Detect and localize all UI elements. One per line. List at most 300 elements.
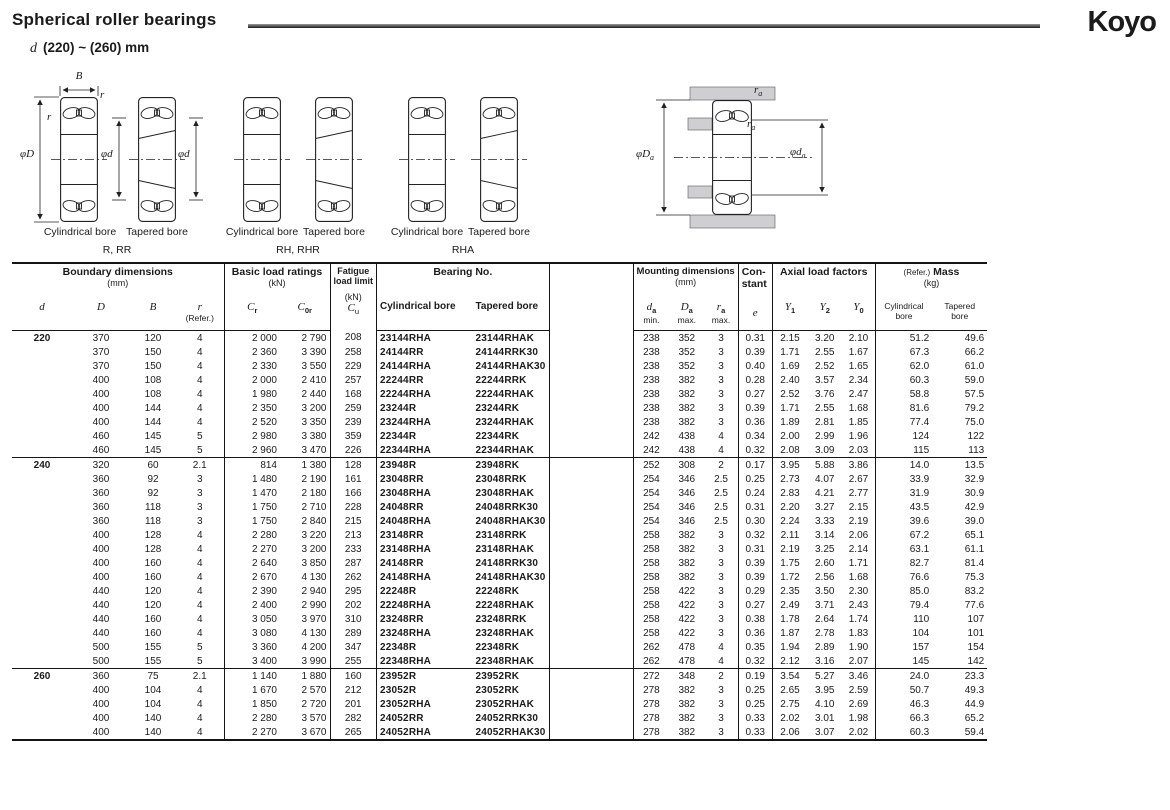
header-Da: $D_a$ max.: [669, 299, 704, 331]
cell-D: 400: [92, 684, 110, 696]
cell-cu: 228: [330, 500, 377, 514]
spacer-cell: [549, 584, 633, 598]
cell-cr: 1 980: [251, 388, 277, 400]
cell-B: 128: [144, 529, 162, 541]
cell-D: 500: [92, 655, 110, 667]
cell-ra-max: 3: [704, 331, 738, 346]
cell-cu: 161: [330, 472, 377, 486]
cell-mass-cyl: 67.2: [909, 529, 930, 541]
header-mass-tap: Tapered bore: [932, 299, 987, 331]
cell-cr: 2 400: [251, 599, 277, 611]
cell-bearing-tapered: 24148RHAK30: [473, 570, 550, 584]
cell-da-min: 238: [643, 416, 660, 428]
cell-e: 0.39: [738, 570, 772, 584]
table-row: [12, 697, 987, 711]
cell-y2: 3.01: [814, 712, 835, 724]
cell-bearing-cyl: 23148RR: [380, 529, 424, 541]
cell-da-min: 262: [643, 655, 660, 667]
cell-c0r: 2 840: [280, 514, 330, 528]
cell-cr: 1 850: [251, 698, 277, 710]
cell-B: 150: [144, 346, 162, 358]
cell-ra-max: 3: [704, 542, 738, 556]
spacer-cell: [549, 725, 633, 740]
cell-B: 120: [144, 599, 162, 611]
cell-da-min: 258: [643, 599, 660, 611]
cell-y0: 2.15: [842, 500, 875, 514]
spacer-cell: [549, 697, 633, 711]
cell-c0r: 3 220: [280, 528, 330, 542]
spacer-cell: [549, 514, 633, 528]
cell-y0: 1.98: [842, 711, 875, 725]
cell-e: 0.39: [738, 556, 772, 570]
cell-bearing-tapered: 22248RHAK: [473, 598, 550, 612]
spacer-cell: [549, 598, 633, 612]
cell-c0r: 2 720: [280, 697, 330, 711]
table-row: [12, 401, 987, 415]
header-fatigue: Fatigue load limit (kN) $C_u$: [330, 263, 377, 331]
cell-B: 104: [144, 684, 162, 696]
cell-Da-max: 382: [678, 684, 696, 696]
cell-B: 118: [145, 515, 161, 527]
cell-bearing-cyl: 24048RHA: [380, 515, 432, 527]
cell-e: 0.35: [738, 640, 772, 654]
cell-d: [12, 697, 72, 711]
koyo-logo: Koyo: [1087, 6, 1156, 38]
cell-mass-cyl: 39.6: [909, 515, 930, 527]
table-row: [12, 345, 987, 359]
header-spacer: [549, 263, 633, 331]
cell-y0: 1.67: [842, 345, 875, 359]
cell-D: 360: [92, 487, 110, 499]
cell-y0: 1.83: [842, 626, 875, 640]
cell-B: 160: [144, 627, 162, 639]
cell-mass-cyl: 60.3: [909, 726, 930, 738]
cell-y2: 3.09: [814, 444, 835, 456]
cell-da-min: 238: [643, 402, 660, 414]
cell-bearing-cyl: 23048RR: [380, 473, 424, 485]
cell-mass-tapered: 107: [967, 613, 985, 625]
cell-c0r: 3 380: [280, 429, 330, 443]
cell-c0r: 2 940: [280, 584, 330, 598]
cell-mass-tapered: 65.1: [964, 529, 985, 541]
cell-c0r: 3 850: [280, 556, 330, 570]
bearing-cross-section-tapered: [480, 97, 518, 227]
cell-bearing-tapered: 24144RRK30: [473, 345, 550, 359]
cell-cu: 215: [330, 514, 377, 528]
dim-label-phida: $\varphi d_a$: [790, 146, 806, 161]
cell-y0: 2.69: [842, 697, 875, 711]
cell-r: 4: [176, 373, 224, 387]
cell-bearing-tapered: 23148RRK: [473, 528, 550, 542]
cell-y1: 2.19: [780, 543, 800, 555]
cell-y2: 3.57: [814, 374, 835, 386]
cell-mass-cyl: 63.1: [909, 543, 930, 555]
cell-cr: 3 080: [251, 627, 277, 639]
cell-y1: 2.12: [780, 655, 800, 667]
table-row: [12, 373, 987, 387]
cell-e: 0.19: [738, 669, 772, 684]
cell-B: 128: [144, 543, 162, 555]
cell-B: 150: [144, 360, 162, 372]
cell-B: 120: [144, 332, 162, 344]
cell-da-min: 258: [643, 585, 660, 597]
cell-mass-cyl: 31.9: [909, 487, 930, 499]
bearing-mounted-cross-section: [712, 100, 752, 220]
cell-da-min: 258: [643, 613, 660, 625]
dim-label-phid: φd: [101, 148, 113, 160]
cell-B: 160: [144, 557, 162, 569]
cell-e: 0.30: [738, 514, 772, 528]
cell-da-min: 242: [643, 430, 660, 442]
cell-e: 0.31: [738, 500, 772, 514]
table-row: [12, 415, 987, 429]
cell-mass-cyl: 124: [912, 430, 930, 442]
cell-y0: 2.30: [842, 584, 875, 598]
cell-d: [12, 584, 72, 598]
cell-y1: 2.00: [780, 430, 800, 442]
cell-e: 0.39: [738, 345, 772, 359]
cell-ra-max: 3: [704, 725, 738, 740]
cell-e: 0.38: [738, 612, 772, 626]
spacer-cell: [549, 443, 633, 458]
header-B: B: [130, 299, 176, 331]
cell-da-min: 258: [643, 627, 660, 639]
cell-bearing-cyl: 24052RHA: [380, 726, 432, 738]
cell-mass-cyl: 77.4: [909, 416, 930, 428]
cell-da-min: 238: [643, 374, 660, 386]
cell-y2: 2.52: [814, 360, 835, 372]
cell-mass-cyl: 14.0: [875, 458, 932, 473]
cell-d: [12, 640, 72, 654]
cell-da-min: 278: [643, 684, 660, 696]
cell-cu: 213: [330, 528, 377, 542]
cell-da-min: 258: [643, 557, 660, 569]
cell-cu: 229: [330, 359, 377, 373]
cell-B: 155: [144, 655, 162, 667]
cell-e: 0.25: [738, 697, 772, 711]
cell-mass-tapered: 59.0: [964, 374, 985, 386]
dim-label-phiD: φD: [20, 148, 35, 160]
cell-y2: 2.60: [814, 557, 835, 569]
cell-D: 400: [92, 374, 110, 386]
bearing-cross-section-cylindrical: [60, 97, 98, 227]
cell-bearing-cyl: 22248R: [380, 585, 417, 597]
cell-mass-tapered: 81.4: [964, 557, 985, 569]
cell-y1: 1.71: [780, 346, 800, 358]
cell-ra-max: 2: [704, 669, 738, 684]
cell-mass-tapered: 101: [967, 627, 985, 639]
cell-da-min: 252: [633, 458, 669, 473]
spacer-cell: [549, 612, 633, 626]
cell-d: [12, 654, 72, 669]
cell-y0: 1.71: [842, 556, 875, 570]
cell-Da-max: 438: [678, 430, 696, 442]
cell-bearing-tapered: 23248RHAK: [473, 626, 550, 640]
cell-mass-cyl: 145: [912, 655, 930, 667]
cell-cu: 212: [330, 683, 377, 697]
cell-da-min: 254: [643, 515, 660, 527]
cell-y1: 1.94: [780, 641, 800, 653]
series-caption: RHA: [451, 244, 475, 256]
cell-cr: 2 670: [251, 571, 277, 583]
title-rule: [248, 24, 1040, 28]
cell-D: 370: [92, 360, 110, 372]
cell-r: 4: [176, 415, 224, 429]
bore-label: Tapered bore: [126, 226, 188, 238]
cell-r: 4: [176, 683, 224, 697]
cell-da-min: 238: [643, 360, 660, 372]
cell-Da-max: 382: [678, 388, 696, 400]
cell-y1: 2.24: [780, 515, 800, 527]
cell-e: 0.33: [738, 711, 772, 725]
cell-bearing-cyl: 22244RR: [380, 374, 424, 386]
cell-e: 0.32: [738, 528, 772, 542]
cell-cu: 265: [330, 725, 377, 740]
cell-Da-max: 382: [678, 712, 696, 724]
cell-bearing-cyl: 22344RHA: [380, 444, 432, 456]
cell-B: 144: [144, 416, 162, 428]
cell-bearing-tapered: 23244RHAK: [473, 415, 550, 429]
table-row: [12, 458, 987, 473]
cell-mass-tapered: 39.0: [964, 515, 985, 527]
cell-y0: 2.59: [842, 683, 875, 697]
spacer-cell: [549, 570, 633, 584]
cell-da-min: 238: [643, 332, 660, 344]
cell-bearing-cyl: 23052R: [380, 684, 417, 696]
cell-Da-max: 382: [678, 557, 696, 569]
cell-bearing-cyl: 24052RR: [380, 712, 424, 724]
cell-bearing-cyl: 23048RHA: [380, 487, 432, 499]
bore-range: (220) ~ (260) mm: [43, 40, 150, 55]
cell-c0r: 3 200: [280, 401, 330, 415]
cell-mass-cyl: 115: [913, 444, 930, 456]
cell-bearing-tapered: 22344RHAK: [473, 443, 550, 458]
cell-cu: 208: [330, 331, 377, 346]
cell-cr: 2 980: [251, 430, 277, 442]
cell-y2: 3.07: [814, 726, 835, 738]
cell-y1: 2.83: [780, 487, 800, 499]
cell-mass-cyl: 51.2: [909, 332, 930, 344]
cell-d: [12, 345, 72, 359]
cell-Da-max: 478: [678, 641, 696, 653]
cell-bearing-cyl: 22348RHA: [380, 655, 432, 667]
cell-d: 220: [33, 332, 51, 344]
table-row: [12, 711, 987, 725]
cell-bearing-cyl: 23248RR: [380, 613, 424, 625]
spacer-cell: [549, 359, 633, 373]
cell-r: 4: [176, 584, 224, 598]
cell-ra-max: 3: [704, 359, 738, 373]
cell-bearing-cyl: 24048RR: [380, 501, 424, 513]
header-basic-load: Basic load ratings (kN): [224, 263, 330, 299]
cell-c0r: 3 390: [280, 345, 330, 359]
cell-y1: 2.02: [780, 712, 800, 724]
cell-Da-max: 308: [669, 458, 704, 473]
cell-d: [12, 373, 72, 387]
cell-B: 75: [130, 669, 176, 684]
cell-y2: 3.50: [814, 585, 835, 597]
cell-cr: 1 140: [224, 669, 280, 684]
cell-mass-tapered: 61.0: [964, 360, 985, 372]
cell-cu: 226: [330, 443, 377, 458]
header-cr: $C_r$: [224, 299, 280, 331]
cell-bearing-tapered: 24052RRK30: [473, 711, 550, 725]
cell-y1: 3.95: [772, 458, 807, 473]
cell-bearing-tapered: 23048RHAK: [473, 486, 550, 500]
table-row: [12, 654, 987, 669]
table-row: [12, 598, 987, 612]
table-row: [12, 486, 987, 500]
dim-label-phid: φd: [178, 148, 190, 160]
cell-y2: 3.95: [814, 684, 835, 696]
cell-mass-tapered: 79.2: [964, 402, 985, 414]
cell-B: 120: [144, 585, 162, 597]
cell-e: 0.29: [738, 584, 772, 598]
cell-B: 118: [145, 501, 161, 513]
cell-d: [12, 725, 72, 740]
cell-d: [12, 429, 72, 443]
cell-r: 4: [176, 711, 224, 725]
cell-bearing-cyl: 24144RHA: [380, 360, 432, 372]
cell-y2: 2.55: [814, 402, 835, 414]
cell-D: 360: [92, 515, 110, 527]
cell-e: 0.36: [738, 415, 772, 429]
spacer-cell: [549, 345, 633, 359]
cell-d: [12, 415, 72, 429]
spacer-cell: [549, 472, 633, 486]
header-mass: (Refer.) Mass (kg): [903, 266, 960, 288]
header-y2: $Y_2$: [807, 299, 842, 331]
cell-da-min: 262: [643, 641, 660, 653]
cell-y0: 2.07: [842, 654, 875, 669]
cell-cr: 2 350: [251, 402, 277, 414]
cell-r: 4: [176, 725, 224, 740]
cell-y1: 1.87: [780, 627, 800, 639]
cell-y0: 2.47: [842, 387, 875, 401]
cell-d: [12, 711, 72, 725]
cell-e: 0.27: [738, 387, 772, 401]
cell-cu: 282: [330, 711, 377, 725]
cell-B: 104: [144, 698, 162, 710]
cell-d: [12, 514, 72, 528]
dim-label-ra-inner: $r_a$: [747, 118, 756, 133]
cell-D: 400: [92, 726, 110, 738]
cell-B: 140: [144, 712, 162, 724]
table-header: [12, 263, 987, 331]
spacer-cell: [549, 542, 633, 556]
cell-cu: 201: [330, 697, 377, 711]
cell-cr: 2 270: [251, 543, 277, 555]
cell-mass-cyl: 67.3: [909, 346, 930, 358]
cell-B: 140: [144, 726, 162, 738]
cell-bearing-cyl: 24148RR: [380, 557, 424, 569]
cell-r: 4: [176, 556, 224, 570]
spacer-cell: [549, 556, 633, 570]
cell-cu: 255: [330, 654, 377, 669]
cell-ra-max: 2: [704, 458, 738, 473]
bore-label: Cylindrical bore: [43, 226, 117, 238]
cell-y0: 1.90: [842, 640, 875, 654]
cell-da-min: 254: [643, 501, 660, 513]
cell-e: 0.32: [738, 654, 772, 669]
cell-Da-max: 422: [678, 613, 696, 625]
cell-y2: 4.21: [814, 487, 835, 499]
cell-mass-tapered: 75.3: [964, 571, 985, 583]
cell-D: 440: [92, 585, 110, 597]
cell-y2: 2.55: [814, 346, 835, 358]
cell-B: 108: [144, 388, 162, 400]
cell-ra-max: 2.5: [704, 472, 738, 486]
cell-cr: 814: [224, 458, 280, 473]
cell-y0: 2.77: [842, 486, 875, 500]
cell-mass-tapered: 75.0: [964, 416, 985, 428]
cell-mass-cyl: 43.5: [909, 501, 930, 513]
cell-D: 400: [92, 388, 110, 400]
cell-ra-max: 4: [704, 429, 738, 443]
table-row: [12, 443, 987, 458]
cell-ra-max: 3: [704, 373, 738, 387]
table-row: [12, 669, 987, 684]
cell-y0: 1.74: [842, 612, 875, 626]
cell-c0r: 2 990: [280, 598, 330, 612]
cell-mass-tapered: 66.2: [964, 346, 985, 358]
cell-ra-max: 3: [704, 626, 738, 640]
cell-bearing-cyl: 24144RR: [380, 346, 424, 358]
spacer-cell: [549, 640, 633, 654]
cell-e: 0.32: [738, 443, 772, 458]
cell-y0: 1.68: [842, 401, 875, 415]
cell-mass-cyl: 46.3: [909, 698, 930, 710]
cell-mass-tapered: 44.9: [964, 698, 985, 710]
cell-B: 145: [144, 430, 162, 442]
cell-cr: 1 750: [251, 515, 277, 527]
cell-d: [12, 387, 72, 401]
cell-cu: 262: [330, 570, 377, 584]
cell-cr: 2 960: [251, 444, 277, 456]
cell-e: 0.33: [738, 725, 772, 740]
cell-D: 400: [92, 529, 110, 541]
spacer-cell: [549, 415, 633, 429]
cell-e: 0.31: [738, 542, 772, 556]
cell-D: 400: [92, 571, 110, 583]
cell-mass-cyl: 66.3: [909, 712, 930, 724]
cell-D: 360: [92, 501, 110, 513]
cell-da-min: 278: [643, 712, 660, 724]
cell-bearing-tapered: 24148RRK30: [473, 556, 550, 570]
dim-label-r-top: r: [100, 89, 105, 101]
cell-e: 0.34: [738, 429, 772, 443]
cell-e: 0.31: [738, 331, 772, 346]
cell-r: 5: [176, 443, 224, 458]
series-caption: R, RR: [102, 244, 132, 256]
cell-y1: 2.15: [780, 332, 800, 344]
cell-c0r: 1 380: [280, 458, 330, 473]
cell-Da-max: 438: [678, 444, 696, 456]
cell-ra-max: 4: [704, 640, 738, 654]
cell-cr: 1 480: [251, 473, 277, 485]
cell-D: 370: [92, 346, 110, 358]
cell-Da-max: 346: [678, 473, 696, 485]
cell-y0: 2.06: [842, 528, 875, 542]
cell-bearing-tapered: 23052RHAK: [473, 697, 550, 711]
cell-c0r: 1 880: [280, 669, 330, 684]
cell-y1: 1.71: [780, 402, 800, 414]
cell-ra-max: 3: [704, 584, 738, 598]
bore-label: Tapered bore: [303, 226, 365, 238]
cell-ra-max: 3: [704, 387, 738, 401]
cell-Da-max: 422: [678, 599, 696, 611]
cell-D: 400: [92, 557, 110, 569]
